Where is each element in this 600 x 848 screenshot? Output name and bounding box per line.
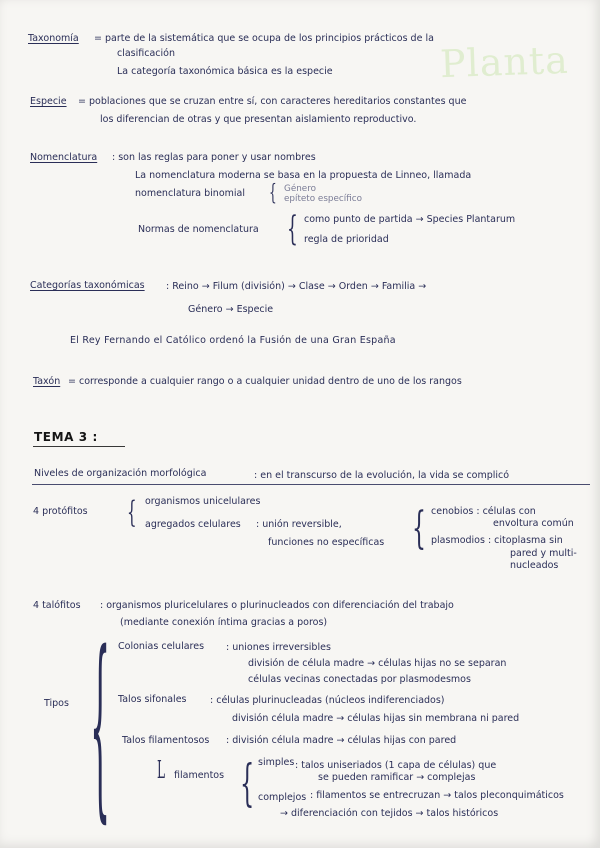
agregados-funciones: funciones no específicas: [268, 537, 385, 548]
filamentos-label: filamentos: [174, 770, 225, 781]
plasmodios-text: plasmodios : citoplasma sin: [431, 535, 563, 546]
filamentosos-division: : división célula madre → células hijas con pared: [226, 735, 457, 746]
especie-definition-cont: los diferencian de otras y que presentan aislamiento reproductivo.: [100, 114, 417, 125]
nomenclatura-label: Nomenclatura: [30, 152, 98, 163]
tema-3-underline: [33, 446, 125, 447]
simples-uniseriados: : talos uniseriados (1 capa de células) que: [295, 760, 497, 771]
normas-punto-partida: como punto de partida → Species Plantarum: [304, 214, 516, 225]
talofitos-definition-cont: (mediante conexión íntima gracias a poros): [120, 617, 328, 628]
tipos-brace: {: [90, 609, 111, 840]
colonias-plasmodesmos: células vecinas conectadas por plasmodesmos: [248, 674, 471, 685]
taxonomia-definition: = parte de la sistemática que se ocupa de los principios prácticos de la: [94, 33, 434, 44]
binomial-genero: Género: [284, 184, 317, 194]
categorias-label: Categorías taxonómicas: [30, 280, 145, 291]
colonias-irreversibles: : uniones irreversibles: [226, 642, 331, 653]
plasmodios-text-cont2: nucleados: [510, 560, 559, 571]
nomenclatura-linneo: La nomenclatura moderna se basa en la propuesta de Linneo, llamada: [135, 170, 472, 181]
agregados-brace: {: [412, 503, 426, 554]
protofitos-label: 4 protófitos: [33, 506, 88, 517]
sifonales-plurinucleadas: : células plurinucleadas (núcleos indiferenciados): [210, 695, 445, 706]
cenobios-text-cont: envoltura común: [493, 518, 574, 529]
taxonomia-definition-cont: clasificación: [117, 48, 175, 59]
normas-brace: {: [287, 209, 298, 249]
tema-3-title: TEMA 3 :: [34, 430, 98, 444]
niveles-definition: : en el transcurso de la evolución, la vida se complicó: [254, 470, 510, 481]
filamentosos-label: Talos filamentosos: [122, 735, 210, 746]
niveles-underline: [32, 484, 590, 485]
simples-label: simples: [258, 757, 295, 768]
colonias-label: Colonias celulares: [118, 641, 205, 652]
cenobios-text: cenobios : células con: [431, 506, 536, 517]
normas-label: Normas de nomenclatura: [138, 224, 259, 235]
simples-ramificar: se pueden ramificar → complejas: [318, 772, 476, 783]
niveles-label: Niveles de organización morfológica: [34, 468, 207, 479]
categorias-mnemonic: El Rey Fernando el Católico ordenó la Fusión de una Gran España: [70, 335, 396, 346]
sifonales-label: Talos sifonales: [118, 694, 187, 705]
categorias-sequence: : Reino → Filum (división) → Clase → Orden → Familia →: [166, 281, 427, 292]
filamentos-brace: {: [240, 754, 255, 812]
binomial-epiteto: epíteto específico: [284, 194, 362, 204]
complejos-label: complejos: [258, 792, 307, 803]
categorias-sequence-cont: Género → Especie: [188, 304, 274, 315]
binomial-brace: {: [269, 181, 277, 206]
taxonomia-note: La categoría taxonómica básica es la especie: [117, 66, 333, 77]
normas-regla-prioridad: regla de prioridad: [304, 234, 389, 245]
taxon-definition: = corresponde a cualquier rango o a cualquier unidad dentro de uno de los rangos: [68, 376, 462, 387]
complejos-entrecruzan: : filamentos se entrecruzan → talos pleconquimáticos: [310, 790, 564, 801]
especie-label: Especie: [30, 96, 67, 107]
nomenclatura-binomial: nomenclatura binomial: [135, 188, 245, 199]
protofitos-agregados: agregados celulares: [145, 519, 241, 530]
agregados-union: : unión reversible,: [256, 519, 342, 530]
sifonales-division: división célula madre → células hijas sin membrana ni pared: [232, 713, 520, 724]
tipos-label: Tipos: [44, 698, 69, 709]
bleed-through-ink: Planta: [439, 37, 570, 87]
filamentos-hook: L: [157, 756, 165, 784]
talofitos-label: 4 talófitos: [33, 600, 81, 611]
especie-definition: = poblaciones que se cruzan entre sí, con caracteres hereditarios constantes que: [78, 96, 467, 107]
protofitos-unicelulares: organismos unicelulares: [145, 496, 261, 507]
colonias-division: división de célula madre → células hijas no se separan: [248, 658, 507, 669]
nomenclatura-definition: : son las reglas para poner y usar nombres: [112, 152, 316, 163]
complejos-tejidos: → diferenciación con tejidos → talos históricos: [280, 808, 499, 819]
protofitos-brace: {: [127, 495, 137, 530]
plasmodios-text-cont: pared y multi-: [510, 548, 577, 559]
talofitos-definition: : organismos pluricelulares o plurinucleados con diferenciación del trabajo: [100, 600, 454, 611]
taxonomia-label: Taxonomía: [28, 33, 79, 44]
taxon-label: Taxón: [33, 376, 61, 387]
